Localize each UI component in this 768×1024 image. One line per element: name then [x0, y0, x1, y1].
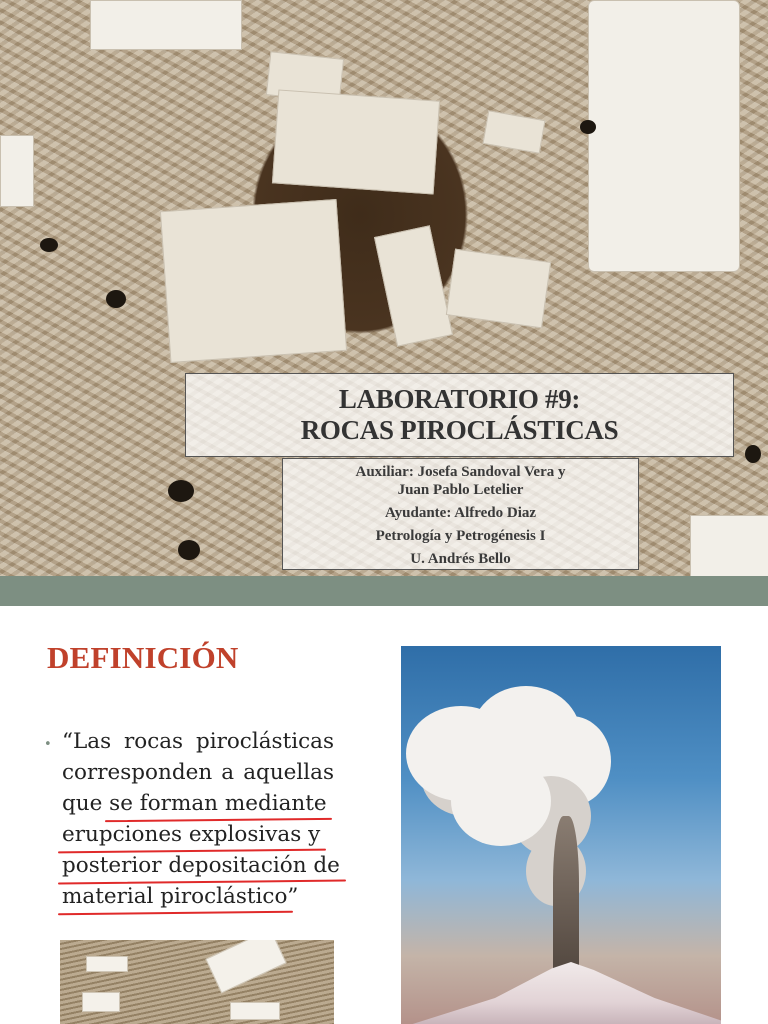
definition-quote [62, 726, 340, 912]
course-line: Petrología y Petrogénesis I [375, 527, 546, 544]
slide-separator [0, 576, 768, 606]
crystal-image [160, 199, 347, 363]
crystal-image [374, 225, 453, 346]
underlined-text: se forman mediante [109, 791, 327, 816]
crystal-image [230, 1002, 280, 1020]
quote-line [62, 819, 334, 850]
bullet-icon: • [44, 737, 52, 752]
university-line: U. Andrés Bello [410, 550, 511, 567]
slide-title-line2: ROCAS PIROCLÁSTICAS [300, 415, 619, 445]
grain-image [178, 540, 200, 560]
crystal-image [0, 135, 34, 207]
quote-line: corresponden a aquellas [62, 760, 334, 785]
thin-section-photo [60, 940, 334, 1024]
quote-line: “Las rocas piroclásticas [62, 729, 334, 754]
ash-cloud [451, 756, 551, 846]
underlined-text: posterior depositación de [62, 853, 340, 878]
crystal-image [690, 515, 768, 576]
crystal-image [588, 0, 740, 272]
crystal-image [90, 0, 242, 50]
grain-image [745, 445, 761, 463]
quote-text: que [62, 791, 110, 816]
info-box [282, 458, 639, 570]
underlined-text: material piroclástico [62, 884, 288, 909]
grain-image [580, 120, 596, 134]
crystal-image [205, 940, 286, 993]
crystal-image [86, 956, 128, 972]
volcano-photo [401, 646, 721, 1024]
crystal-image [446, 249, 551, 329]
auxiliar-line1: Auxiliar: Josefa Sandoval Vera y [355, 463, 566, 480]
quote-close: ” [287, 884, 299, 909]
quote-line [62, 881, 334, 912]
crystal-image [82, 992, 120, 1012]
grain-image [168, 480, 194, 502]
grain-image [106, 290, 126, 308]
underlined-text: erupciones explosivas y [62, 822, 321, 847]
quote-line [62, 850, 340, 881]
crystal-image [482, 110, 545, 154]
crystal-image [272, 89, 440, 194]
eruption-column [553, 816, 579, 986]
slide-title-line1: LABORATORIO #9: [338, 384, 581, 414]
auxiliar-line2: Juan Pablo Letelier [397, 481, 524, 498]
title-box [185, 373, 734, 457]
definition-slide [0, 606, 768, 1024]
quote-line [62, 788, 334, 819]
definition-heading: DEFINICIÓN [47, 640, 239, 675]
grain-image [40, 238, 58, 252]
ayudante-line: Ayudante: Alfredo Diaz [384, 504, 537, 521]
